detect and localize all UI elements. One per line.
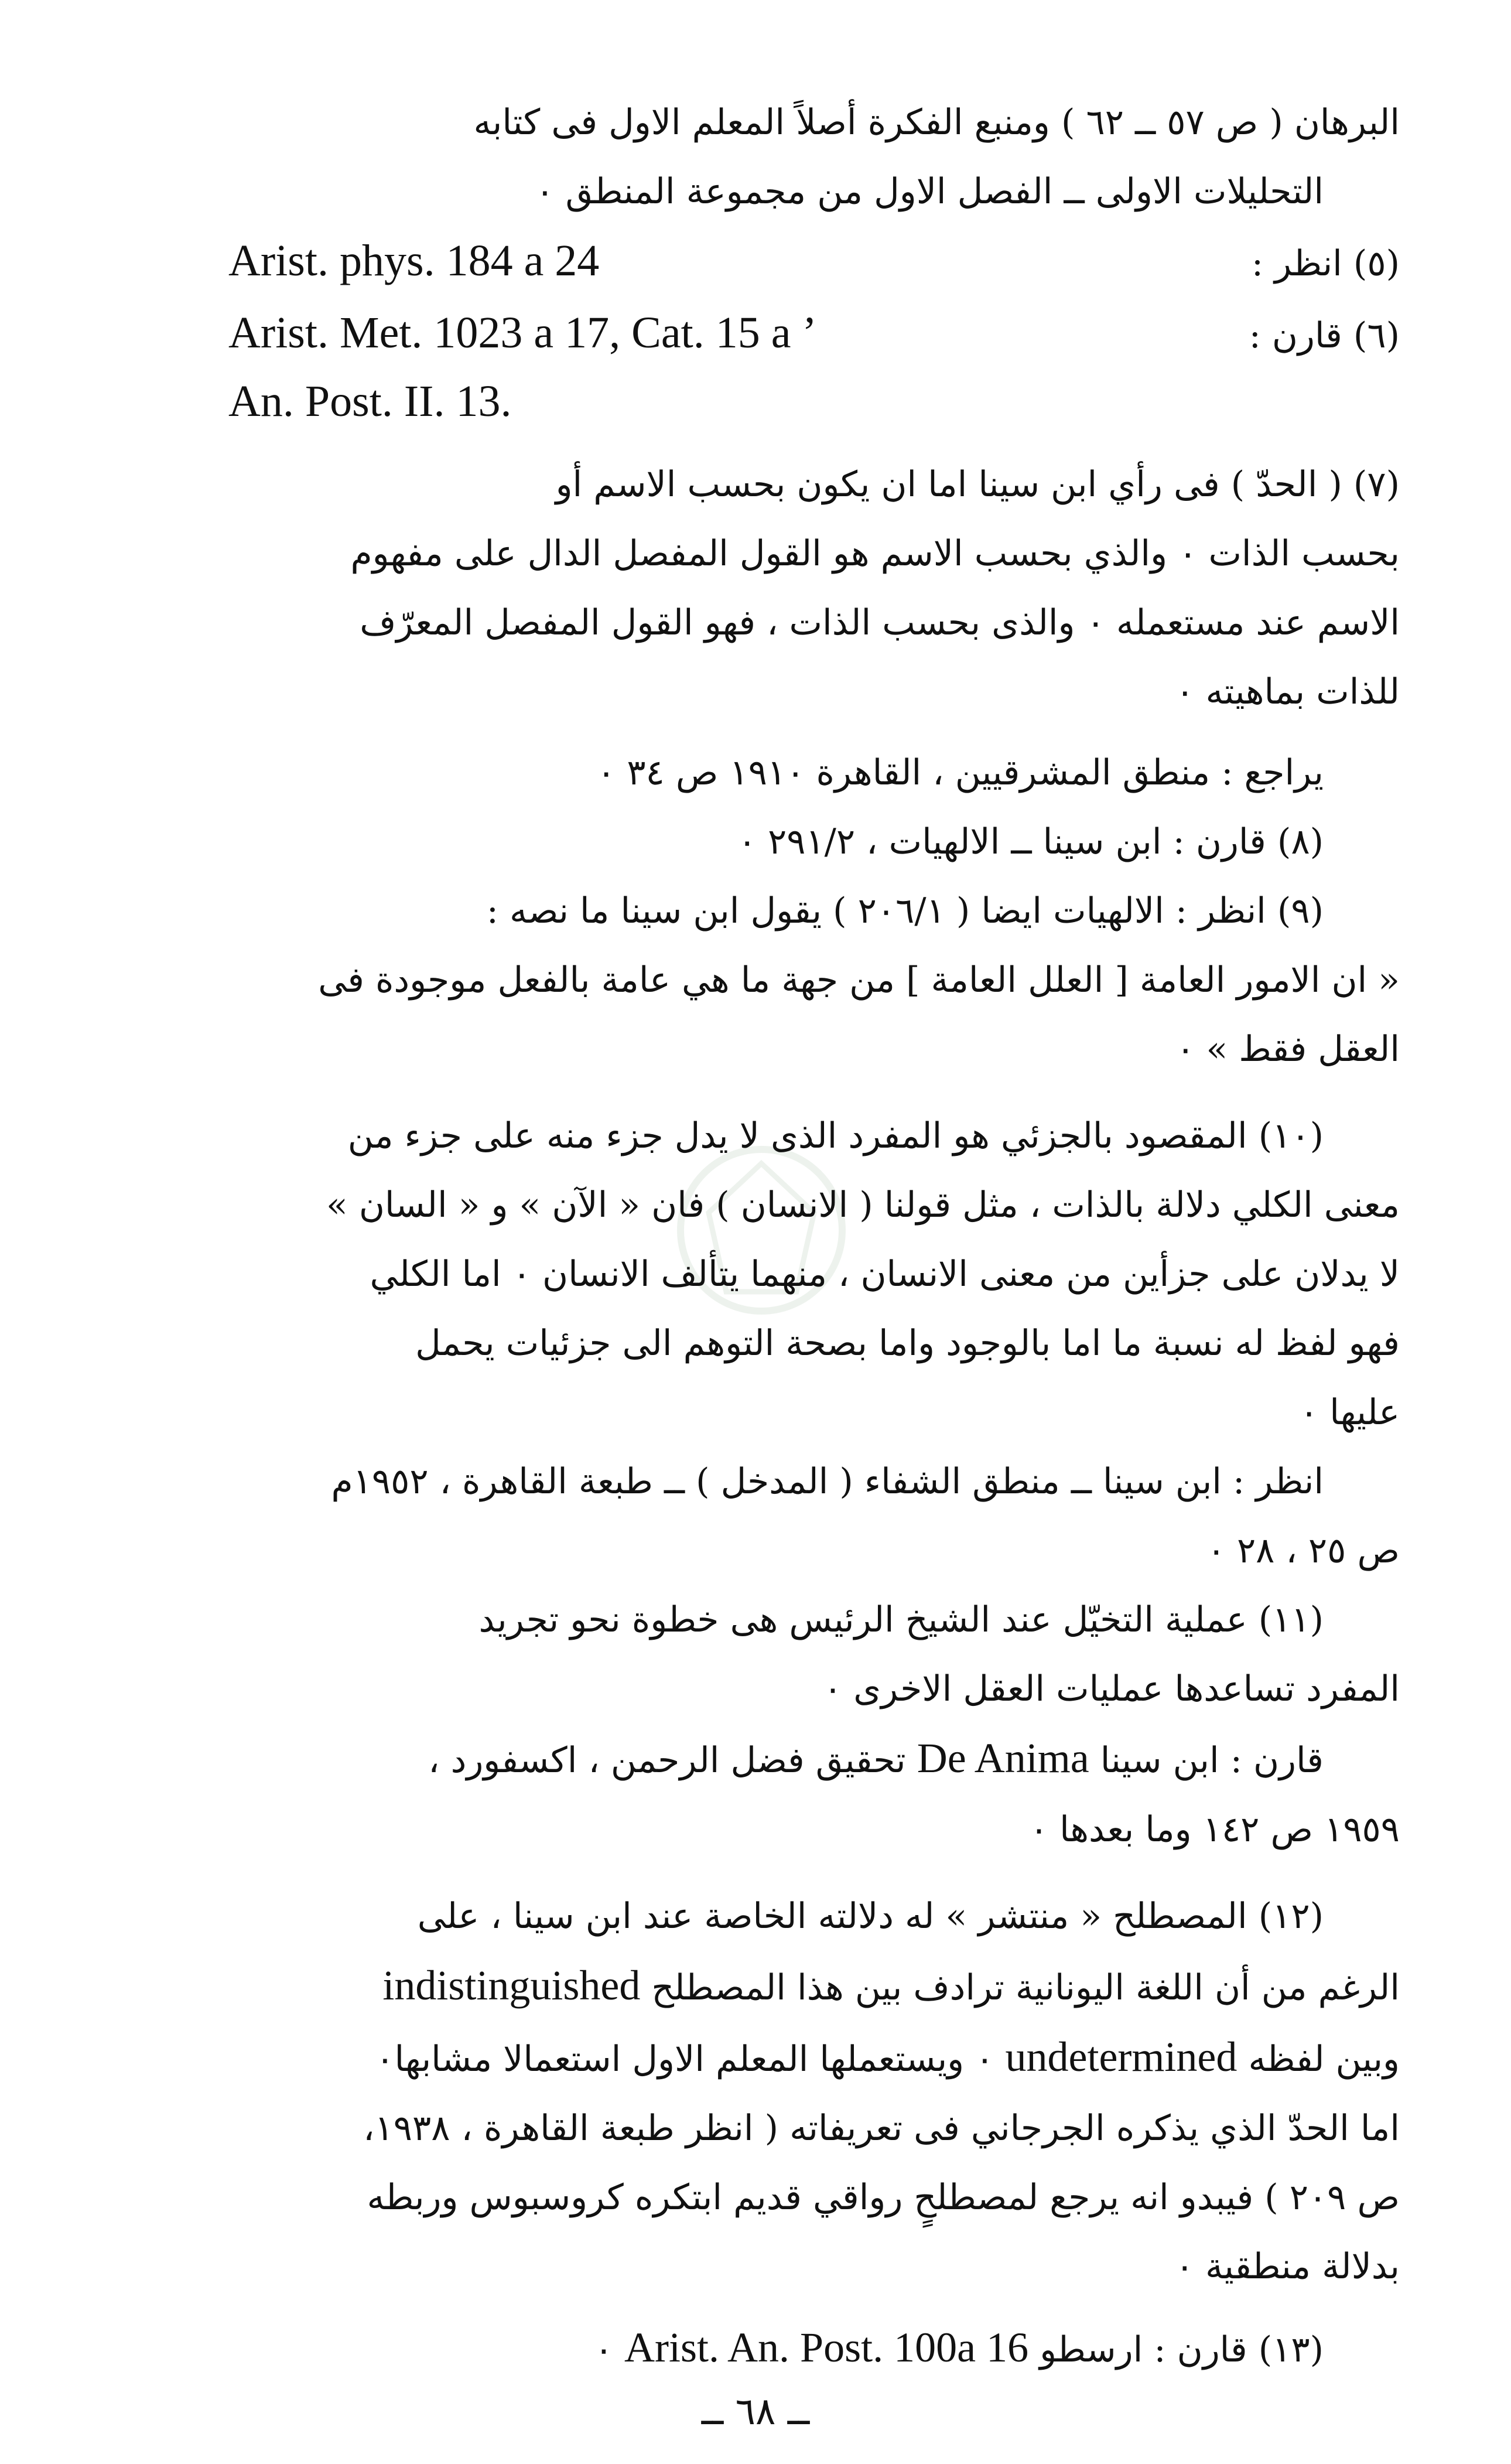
text-line: اما الحدّ الذي يذكره الجرجاني فى تعريفاته ( انظر طبعة القاهرة ، ١٩٣٨، [363, 2108, 1400, 2149]
text-line: « ان الامور العامة [ العلل العامة ] من جهة ما هي عامة بالفعل موجودة فى [318, 960, 1400, 1001]
text-line: بحسب الذات ٠ والذي بحسب الاسم هو القول المفصل الدال على مفهوم [350, 533, 1400, 574]
text-line: فهو لفظ له نسبة ما اما بالوجود واما بصحة التوهم الى جزئيات يحمل [415, 1323, 1400, 1364]
footnote-label: (٥) انظر : [1251, 243, 1400, 284]
text-line: العقل فقط » ٠ [1176, 1029, 1400, 1070]
text-fragment: وبين لفظه [1248, 2039, 1400, 2080]
text-line [111, 1951, 1400, 2022]
latin-reference: Arist. phys. 184 a 24 [228, 236, 600, 285]
footnote-10 [111, 1101, 1400, 1585]
footnote-6 [111, 298, 1400, 370]
text-line: (١١) عملية التخيّل عند الشيخ الرئيس هى خطوة نحو تجريد [478, 1599, 1324, 1640]
text-fragment: ٠ ويستعملها المعلم الاول استعمالا مشابها٠ [375, 2039, 994, 2080]
latin-reference-continued: An. Post. II. 13. [228, 377, 512, 426]
footnote-9 [111, 876, 1400, 1084]
document-page [111, 88, 1400, 2384]
page-number: ــ ٦٨ ــ [701, 2390, 810, 2434]
text-line: يراجع : منطق المشرقيين ، القاهرة ١٩١٠ ص ٣٤ ٠ [597, 752, 1324, 793]
footnote-7 [111, 450, 1400, 807]
latin-term: indistinguished [382, 1962, 641, 2009]
text-fragment: الرغم من أن اللغة اليونانية ترادف بين هذا المصطلح [651, 1967, 1400, 2008]
footnote-8: (٨) قارن : ابن سينا ــ الالهيات ، ٢٩١/٢ ٠ [737, 821, 1324, 862]
text-line: انظر : ابن سينا ــ منطق الشفاء ( المدخل ) ــ طبعة القاهرة ، ١٩٥٢م [331, 1461, 1324, 1502]
text-line: ص ٢٥ ، ٢٨ ٠ [1206, 1530, 1400, 1571]
footnote-11 [111, 1585, 1400, 1864]
text-line: (٧) ( الحدّ ) فى رأي ابن سينا اما ان يكون بحسب الاسم أو [555, 464, 1400, 505]
text-fragment: قارن : ابن سينا [1100, 1740, 1324, 1781]
text-line [111, 1724, 1400, 1795]
text-fragment: ٠ [594, 2329, 613, 2370]
latin-reference: Arist. Met. 1023 a 17, Cat. 15 a ’ [228, 308, 817, 357]
text-fragment: تحقيق فضل الرحمن ، اكسفورد ، [428, 1740, 906, 1781]
footnote-label: (١٣) قارن : ارسطو [1040, 2329, 1324, 2370]
text-line: المفرد تساعدها عمليات العقل الاخرى ٠ [823, 1668, 1400, 1709]
footnote-13 [111, 2313, 1400, 2384]
text-line: للذات بماهيته ٠ [1175, 671, 1400, 712]
latin-term: De Anima [917, 1735, 1089, 1782]
text-line: ١٩٥٩ ص ١٤٢ وما بعدها ٠ [1029, 1809, 1400, 1850]
latin-reference: Arist. An. Post. 100a 16 [624, 2324, 1029, 2371]
text-line: (١٢) المصطلح « منتشر » له دلالته الخاصة عند ابن سينا ، على [417, 1896, 1324, 1937]
text-line: ص ٢٠٩ ) فيبدو انه يرجع لمصطلحٍ رواقي قديم ابتكره كروسبوس وربطه [367, 2177, 1400, 2218]
footnote-5 [111, 226, 1400, 298]
footnote-label: (٦) قارن : [1249, 315, 1400, 356]
text-line: التحليلات الاولى ــ الفصل الاول من مجموعة المنطق ٠ [535, 171, 1324, 212]
text-line: عليها ٠ [1299, 1392, 1400, 1433]
text-line: معنى الكلي دلالة بالذات ، مثل قولنا ( الانسان ) فان « الآن » و « السان » [326, 1185, 1400, 1226]
text-line: (١٠) المقصود بالجزئي هو المفرد الذى لا يدل جزء منه على جزء من [347, 1115, 1324, 1156]
text-line: (٩) انظر : الالهيات ايضا ( ٢٠٦/١ ) يقول ابن سينا ما نصه : [486, 890, 1324, 931]
text-line: بدلالة منطقية ٠ [1175, 2246, 1400, 2287]
text-line: البرهان ( ص ٥٧ ــ ٦٢ ) ومنبع الفكرة أصلاً المعلم الاول فى كتابه [473, 102, 1400, 143]
text-line: لا يدلان على جزأين من معنى الانسان ، منهما يتألف الانسان ٠ اما الكلي [370, 1254, 1400, 1295]
text-line [111, 2022, 1400, 2094]
text-line: الاسم عند مستعمله ٠ والذى بحسب الذات ، فهو القول المفصل المعرّف [360, 602, 1400, 643]
footnote-12 [111, 1882, 1400, 2301]
latin-term: undetermined [1005, 2033, 1237, 2080]
